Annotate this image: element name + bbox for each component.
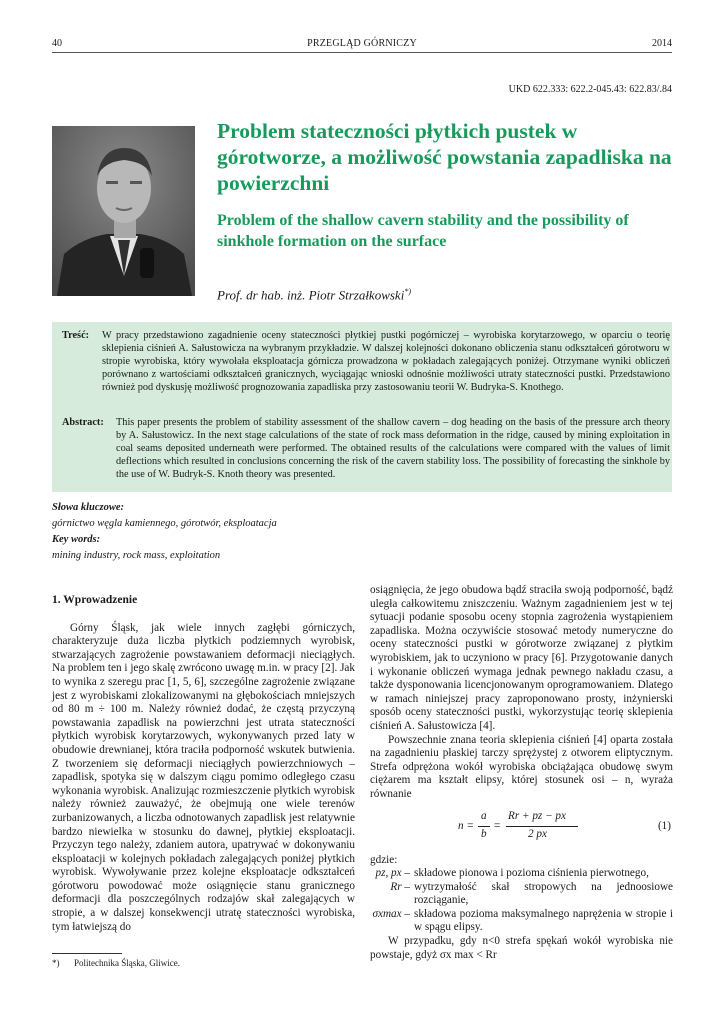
author-line <box>217 287 411 303</box>
definition-text: składowe pionowa i pozioma ciśnienia pierwotnego, <box>414 867 649 880</box>
footnote-text: Politechnika Śląska, Gliwice. <box>74 958 180 968</box>
keywords-en-heading: Key words: <box>52 534 101 545</box>
section-heading: 1. Wprowadzenie <box>52 594 138 606</box>
left-column <box>52 594 355 934</box>
udk-code: UKD 622.333: 622.2-045.43: 622.83/.84 <box>508 84 672 95</box>
definition-symbol: σxmax – <box>372 907 410 920</box>
abstract-polish-text: W pracy przedstawiono zagadnienie oceny stateczności płytkiej pustki pogórniczej – wyrobiska korytarzowego, w oparciu o teorię sklepienia ciśnień A. Sałustowicza na wybranym przykładzie. W dalszej kolejności dokonano obliczenia stanu odkształceń górotworu w stropie wyrobiska, który wywołała eksploatacja górnicza prowadzona w pokładach zalegających poniżej. Otrzymane wyniki obliczeń porównano z wartościami odkształceń granicznych, wyciągając wnioski odnośnie możliwości utraty stateczności pustki. Przedstawiono również pod dyskusję możliwość prognozowania zapadliska przy zastosowaniu teorii W. Budryka-S. Knothego. <box>102 330 670 393</box>
definition-row <box>370 881 673 908</box>
author-name: Prof. dr hab. inż. Piotr Strzałkowski <box>217 287 405 303</box>
abstract-english-text: This paper presents the problem of stability assessment of the shallow cavern – dog heading on the basis of the pressure arch theory by A. Sałustowicz. In the next stage calculations of the state of rock mass deformation in the ridge, caused by mining exploitation in coal seams deposited underneath were performed. The obtained results of the calculations were compared with the values of limit deflections which resulted in conclusions concerning the risk of the cavern stability loss. The possibility of forecasting the sinkhole by the use of W. Budryk-S. Knoth theory was presented. <box>116 417 670 480</box>
footnote <box>52 958 180 968</box>
title-polish: Problem stateczności płytkich pustek w górotworze, a możliwość powstania zapadliska na powierzchni <box>217 119 672 195</box>
footnote-mark: *) <box>52 958 60 968</box>
abstract-polish <box>62 329 670 394</box>
definition-text: wytrzymałość skał stropowych na jednoosiowe rozciąganie, <box>414 880 673 907</box>
definitions-list <box>370 867 673 935</box>
abstract-polish-label: Treść: <box>62 330 90 341</box>
keywords-pl-heading: Słowa kluczowe: <box>52 502 125 513</box>
eq-a: a <box>481 809 487 822</box>
definition-symbol: Rr – <box>390 880 410 893</box>
body-paragraph: W przypadku, gdy n<0 strefa spękań wokół wyrobiska nie powstaje, gdyż σx max < Rr <box>370 935 673 961</box>
eq-frac-line-1 <box>478 826 490 827</box>
author-photo <box>52 126 195 296</box>
definition-text: składowa pozioma maksymalnego naprężenia w stropie i w spągu elipsy. <box>414 907 673 934</box>
journal-name: PRZEGLĄD GÓRNICZY <box>307 38 417 49</box>
keywords-block <box>52 500 672 564</box>
keywords-en-text: mining industry, rock mass, exploitation <box>52 550 221 561</box>
definition-symbol: pz, px – <box>375 867 410 880</box>
header-rule <box>52 52 672 53</box>
abstract-english-label: Abstract: <box>62 417 104 428</box>
eq-numerator: Rr + pz − px <box>508 809 566 822</box>
keywords-pl-text: górnictwo węgla kamiennego, górotwór, eksploatacja <box>52 518 277 529</box>
body-paragraph: Powszechnie znana teoria sklepienia ciśnień [4] oparta została na zagadnieniu płaskiej tarczy sprężystej z otworem eliptycznym. Strefa odprężona wokół wyrobiska obciążająca obudowę swym ciężarem ma kształt elipsy, której stosunek osi – n, wyraża równanie <box>370 733 673 800</box>
eq-b: b <box>481 827 487 840</box>
body-paragraph: osiągnięcia, że jego obudowa bądź straciła swoją podporność, bądź uległa całkowitemu zniszczeniu. Ważnym zagadnieniem jest w tej sytuacji podanie sposobu oceny stopnia zagrożenia wystąpieniem zapadliska. Można oczywiście stosować metody numeryczne do oceny stateczności pustki w górotworze związanej z płytkim wyrobiskiem, jak to uczyniono w pracy [6]. Przygotowanie danych i wykonanie obliczeń wymaga jednak pewnego nakładu czasu, a także dysponowania licencjonowanym oprogramowaniem. Dlatego w ramach niniejszej pracy zaproponowano prosty, inżynierski sposób oceny stateczności pustki, wykorzystując teorię sklepienia ciśnień A. Sałustowicza [4]. <box>370 584 673 732</box>
page-number: 40 <box>52 38 62 49</box>
eq-number: (1) <box>657 819 671 832</box>
footnote-rule <box>52 953 122 954</box>
year: 2014 <box>652 38 672 49</box>
definition-row <box>370 867 673 881</box>
eq-denominator: 2 px <box>528 827 547 840</box>
abstract-english <box>62 416 670 481</box>
author-footnote-mark: *) <box>404 287 411 296</box>
title-english: Problem of the shallow cavern stability and the possibility of sinkhole formation on the surface <box>217 212 629 250</box>
definition-row <box>370 908 673 935</box>
equation-1: n = a b = Rr + pz − px 2 px (1) <box>458 809 671 840</box>
abstract-box <box>52 322 672 492</box>
body-paragraph: Górny Śląsk, jak wiele innych zagłębi górniczych, charakteryzuje duża liczba płytkich podziemnych wyrobisk, stwarzających zagrożenie powstawaniem deformacji nieciągłych. Na problem ten i jego skalę zwrócono uwagę m.in. w pracy [2]. Jak to wynika z szeregu prac [1, 5, 6], szczególne zagrożenie związane jest z wyrobiskami zlokalizowanymi na głębokościach mniejszych od 80 m ÷ 100 m. Należy również dodać, że częstą przyczyną powstawania zapadlisk na powierzchni jest utrata stateczności płytkich wyrobisk korytarzowych, wykonywanych przed laty w obudowie drewnianej, która traciła podporność wskutek butwienia. Z tworzeniem się deformacji nieciągłych powierzchniowych – zapadlisk, spotyka się w dalszym ciągu pomimo odległego czasu wykonania wyrobisk. Analizując rozmieszczenie płytkich wyrobisk należy również zauważyć, że obejmują one wiele terenów zurbanizowanych, a liczba odnotowanych zapadlisk jest relatywnie bardzo niewielka w stosunku do dawnej, płytkiej eksploatacji. Przyczyn tego należy, zdaniem autora, upatrywać w dokonywaniu eksploatacji w kolejnych pokładach zalegających poniżej płytkich wyrobisk. Wywoływanie przez kolejne eksploatacje odkształceń górotworu powodować może osiągnięcie stanu granicznego deformacji dla poszczególnych rodzajów skał zalegających w stropie, a w dalszej konsekwencji utratę stateczności wyrobiska, tym łatwiejszą do <box>52 621 355 933</box>
gdzie-label: gdzie: <box>370 853 398 866</box>
eq-frac-line-2 <box>506 826 578 827</box>
eq-lhs: n = <box>458 819 474 832</box>
right-column <box>370 584 673 962</box>
